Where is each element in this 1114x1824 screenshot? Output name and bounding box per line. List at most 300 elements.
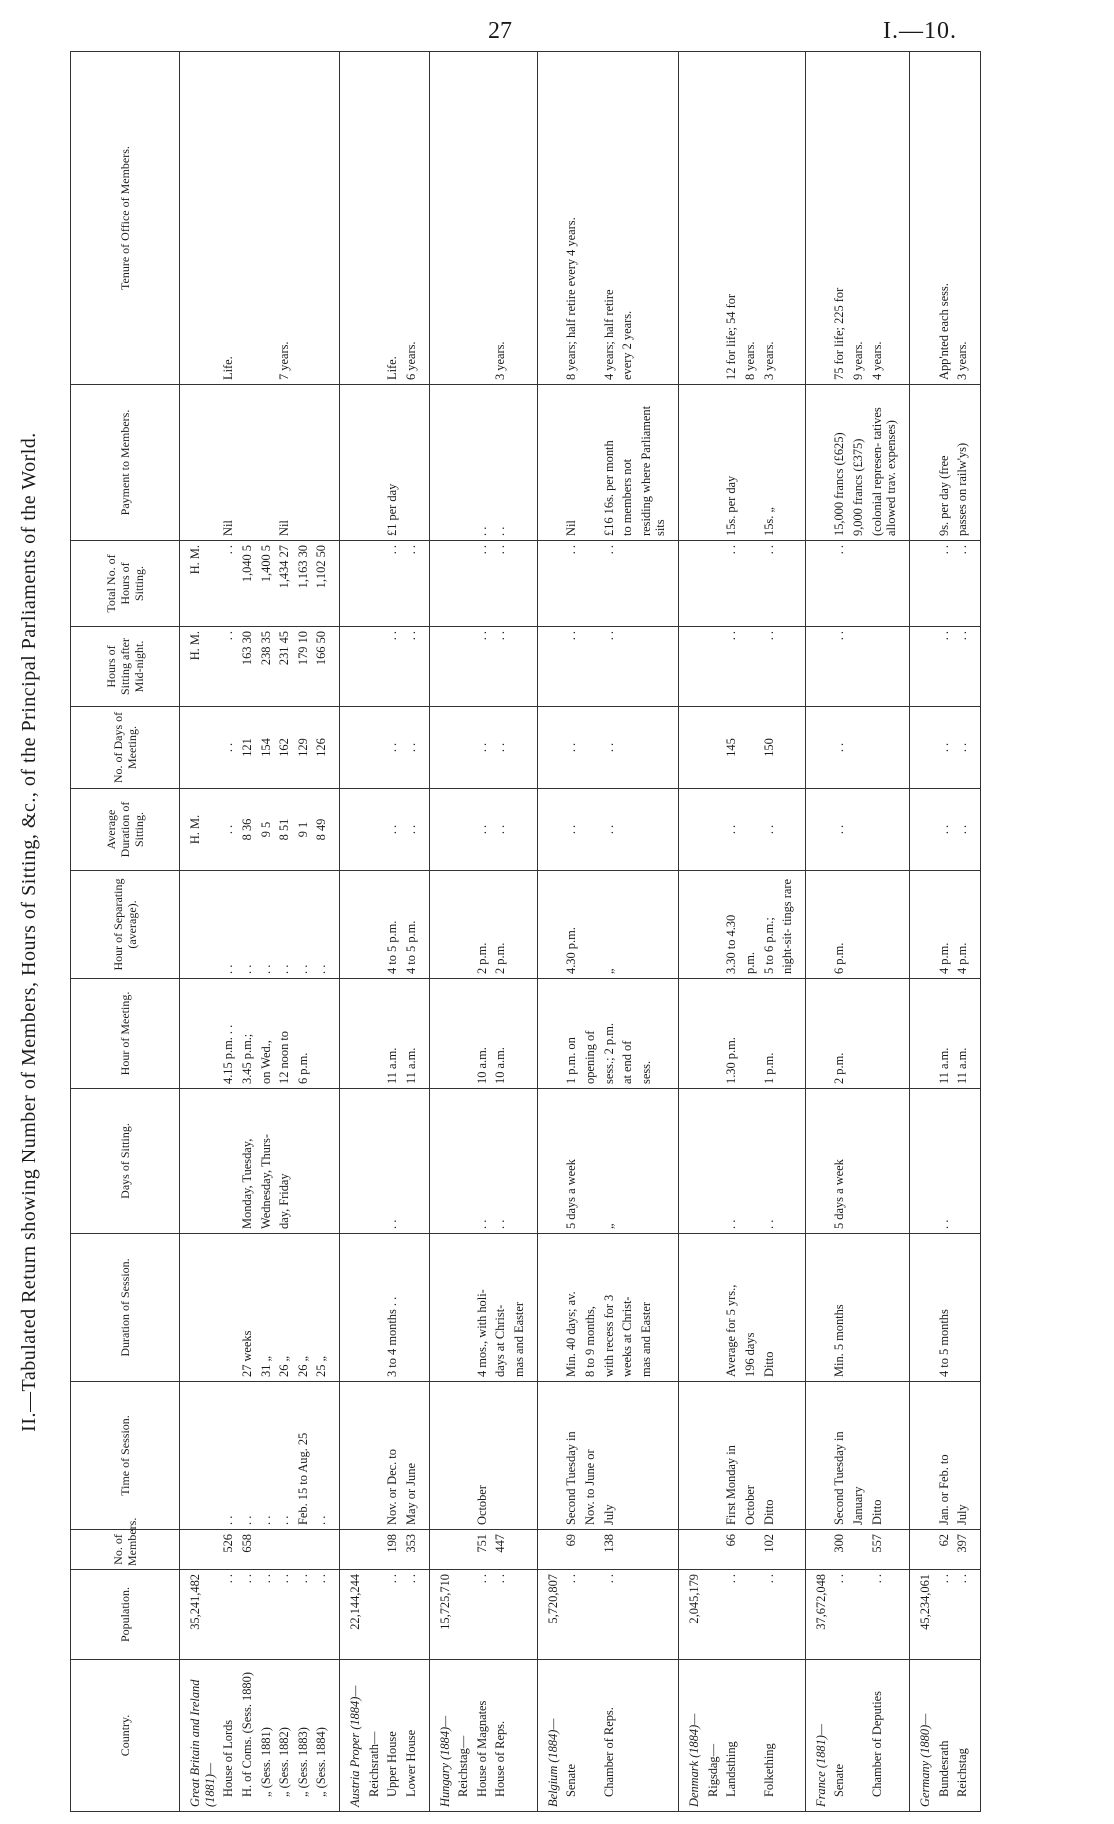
cell-separating	[537, 871, 562, 979]
cell-members: 198	[383, 1530, 402, 1570]
cell-country: Austria Proper (1884)—	[340, 1660, 365, 1812]
cell-avg	[909, 789, 934, 871]
cell-duration	[909, 1234, 934, 1382]
table-row	[704, 52, 723, 1812]
cell-avg: . .	[953, 789, 980, 871]
cell-separating	[581, 871, 600, 979]
cell-duration: 3 to 4 months . .	[383, 1234, 402, 1382]
cell-tenure	[637, 52, 679, 385]
cell-tenure: 4 years.	[868, 52, 910, 385]
cell-population: 35,241,482	[180, 1570, 220, 1660]
cell-no-days: 145	[722, 707, 741, 789]
cell-tenure	[510, 52, 537, 385]
cell-avg: . .	[562, 789, 581, 871]
cell-avg	[510, 789, 537, 871]
cell-days	[219, 1089, 238, 1234]
cell-tenure: 7 years.	[275, 52, 294, 385]
cell-population: . .	[294, 1570, 313, 1660]
cell-population	[618, 1570, 637, 1660]
table-row	[760, 52, 779, 1812]
cell-days	[805, 1089, 830, 1234]
cell-population	[365, 1570, 384, 1660]
cell-payment: passes on railw'ys)	[953, 385, 980, 541]
cell-separating	[868, 871, 910, 979]
cell-payment: 15,000 francs (£625)	[830, 385, 849, 541]
cell-population: 22,144,244	[340, 1570, 365, 1660]
table-row	[473, 52, 492, 1812]
cell-time: October	[473, 1382, 492, 1530]
cell-avg	[340, 789, 365, 871]
cell-after: 231 45	[275, 627, 294, 707]
cell-days: . .	[383, 1089, 402, 1234]
cell-members	[454, 1530, 473, 1570]
header-members: No. of Members.	[71, 1530, 180, 1570]
cell-time: Nov. or Dec. to	[383, 1382, 402, 1530]
cell-country: „ (Sess. 1884)	[312, 1660, 339, 1812]
cell-country: Folkething	[760, 1660, 779, 1812]
cell-members	[805, 1530, 830, 1570]
cell-tenure	[778, 52, 805, 385]
cell-payment	[741, 385, 760, 541]
cell-population	[454, 1570, 473, 1660]
cell-total	[679, 541, 704, 627]
cell-no-days	[454, 707, 473, 789]
cell-time	[491, 1382, 510, 1530]
cell-total	[365, 541, 384, 627]
cell-days: 5 days a week	[830, 1089, 849, 1234]
cell-avg: . .	[600, 789, 619, 871]
cell-time: July	[600, 1382, 619, 1530]
cell-population: . .	[402, 1570, 429, 1660]
cell-duration	[805, 1234, 830, 1382]
cell-country: Bundesrath	[935, 1660, 954, 1812]
cell-duration	[429, 1234, 454, 1382]
cell-country: Hungary (1884)—	[429, 1660, 454, 1812]
cell-no-days	[637, 707, 679, 789]
cell-no-days: . .	[491, 707, 510, 789]
cell-separating: 6 p.m.	[830, 871, 849, 979]
cell-population	[849, 1570, 868, 1660]
cell-total: . .	[383, 541, 402, 627]
cell-population: . .	[760, 1570, 779, 1660]
table-title: II.—Tabulated Return showing Number of Members, Hours of Sitting, &c., of the Principal Parliaments of the World.	[18, 432, 40, 1432]
cell-population: . .	[868, 1570, 910, 1660]
cell-days: day, Friday	[275, 1089, 294, 1234]
table-row	[722, 52, 741, 1812]
cell-total	[510, 541, 537, 627]
cell-separating	[429, 871, 454, 979]
cell-days	[429, 1089, 454, 1234]
cell-time: July	[953, 1382, 980, 1530]
cell-no-days: . .	[830, 707, 849, 789]
cell-days	[637, 1089, 679, 1234]
cell-after	[365, 627, 384, 707]
header-row	[71, 52, 180, 1812]
cell-total: 1,163 30	[294, 541, 313, 627]
cell-payment: 9s. per day (free	[935, 385, 954, 541]
cell-payment: residing where Parliament sits	[637, 385, 679, 541]
cell-total	[741, 541, 760, 627]
cell-payment	[778, 385, 805, 541]
cell-members: 62	[935, 1530, 954, 1570]
cell-avg	[637, 789, 679, 871]
cell-population	[510, 1570, 537, 1660]
cell-duration: Ditto	[760, 1234, 779, 1382]
table-row	[275, 52, 294, 1812]
cell-avg	[537, 789, 562, 871]
cell-after	[429, 627, 454, 707]
cell-time: October	[741, 1382, 760, 1530]
cell-tenure	[581, 52, 600, 385]
cell-population: . .	[600, 1570, 619, 1660]
cell-no-days	[581, 707, 600, 789]
cell-country: Upper House	[383, 1660, 402, 1812]
cell-tenure	[294, 52, 313, 385]
cell-meeting	[537, 979, 562, 1089]
cell-tenure: 8 years.	[741, 52, 760, 385]
cell-country: House of Magnates	[473, 1660, 492, 1812]
cell-country: H. of Coms. (Sess. 1880)	[238, 1660, 257, 1812]
cell-after	[581, 627, 600, 707]
cell-time	[365, 1382, 384, 1530]
cell-members: 69	[562, 1530, 581, 1570]
cell-meeting: 11 a.m.	[402, 979, 429, 1089]
cell-no-days: 154	[257, 707, 276, 789]
cell-time: Nov. to June or	[581, 1382, 600, 1530]
cell-avg: . .	[935, 789, 954, 871]
cell-meeting: 2 p.m.	[830, 979, 849, 1089]
cell-duration: Min. 5 months	[830, 1234, 849, 1382]
parliaments-table	[70, 51, 981, 1812]
table-row	[637, 52, 679, 1812]
table-row	[830, 52, 849, 1812]
table-row	[935, 52, 954, 1812]
cell-country: „ (Sess. 1881)	[257, 1660, 276, 1812]
cell-population: . .	[312, 1570, 339, 1660]
cell-country: Lower House	[402, 1660, 429, 1812]
cell-duration: 27 weeks	[238, 1234, 257, 1382]
cell-meeting: on Wed.,	[257, 979, 276, 1089]
cell-duration: 25 „	[312, 1234, 339, 1382]
cell-payment: Nil	[275, 385, 294, 541]
cell-payment	[402, 385, 429, 541]
cell-no-days	[429, 707, 454, 789]
cell-no-days: . .	[562, 707, 581, 789]
cell-tenure	[312, 52, 339, 385]
cell-tenure	[537, 52, 562, 385]
cell-total	[618, 541, 637, 627]
cell-days	[909, 1089, 934, 1234]
cell-meeting: sess.	[637, 979, 679, 1089]
cell-avg	[429, 789, 454, 871]
cell-tenure	[909, 52, 934, 385]
cell-no-days	[868, 707, 910, 789]
cell-meeting: 1 p.m.	[760, 979, 779, 1089]
cell-payment: . .	[473, 385, 492, 541]
cell-meeting	[741, 979, 760, 1089]
cell-time	[909, 1382, 934, 1530]
cell-payment	[365, 385, 384, 541]
cell-members: 557	[868, 1530, 910, 1570]
cell-country	[637, 1660, 679, 1812]
cell-duration	[180, 1234, 220, 1382]
table-row	[383, 52, 402, 1812]
cell-separating	[849, 871, 868, 979]
cell-meeting	[180, 979, 220, 1089]
cell-days	[365, 1089, 384, 1234]
cell-total: . .	[491, 541, 510, 627]
cell-separating: 2 p.m.	[491, 871, 510, 979]
table-row	[491, 52, 510, 1812]
cell-total: . .	[219, 541, 238, 627]
cell-payment	[312, 385, 339, 541]
cell-population: . .	[219, 1570, 238, 1660]
cell-days	[868, 1089, 910, 1234]
cell-time	[679, 1382, 704, 1530]
cell-days	[953, 1089, 980, 1234]
rotated-table-sheet	[18, 52, 973, 1812]
cell-days: . .	[935, 1089, 954, 1234]
cell-after: . .	[383, 627, 402, 707]
cell-after: 179 10	[294, 627, 313, 707]
cell-total	[454, 541, 473, 627]
cell-duration	[868, 1234, 910, 1382]
cell-population: . .	[238, 1570, 257, 1660]
header-meeting: Hour of Meeting.	[71, 979, 180, 1089]
cell-after: . .	[722, 627, 741, 707]
cell-days: Monday, Tuesday,	[238, 1089, 257, 1234]
cell-separating	[365, 871, 384, 979]
cell-tenure: 75 for life; 225 for	[830, 52, 849, 385]
cell-tenure: 3 years.	[491, 52, 510, 385]
header-avg-duration: Average Duration of Sitting.	[71, 789, 180, 871]
cell-time: . .	[275, 1382, 294, 1530]
cell-avg: . .	[219, 789, 238, 871]
cell-tenure	[180, 52, 220, 385]
table-row	[510, 52, 537, 1812]
cell-total	[637, 541, 679, 627]
cell-days	[454, 1089, 473, 1234]
cell-separating: . .	[294, 871, 313, 979]
cell-meeting: 1.30 p.m.	[722, 979, 741, 1089]
cell-time	[704, 1382, 723, 1530]
cell-members	[537, 1530, 562, 1570]
cell-no-days: . .	[473, 707, 492, 789]
cell-no-days: . .	[953, 707, 980, 789]
cell-time: Second Tuesday in	[562, 1382, 581, 1530]
cell-after	[704, 627, 723, 707]
cell-no-days	[805, 707, 830, 789]
cell-population	[778, 1570, 805, 1660]
cell-after	[741, 627, 760, 707]
cell-country	[581, 1660, 600, 1812]
cell-country	[849, 1660, 868, 1812]
cell-total: . .	[562, 541, 581, 627]
cell-total: 1,040 5	[238, 541, 257, 627]
cell-population	[637, 1570, 679, 1660]
header-duration: Duration of Session.	[71, 1234, 180, 1382]
cell-members	[365, 1530, 384, 1570]
cell-country: Belgium (1884)—	[537, 1660, 562, 1812]
cell-time: Feb. 15 to Aug. 25	[294, 1382, 313, 1530]
table-row	[849, 52, 868, 1812]
cell-tenure: 6 years.	[402, 52, 429, 385]
cell-members: 353	[402, 1530, 429, 1570]
cell-no-days	[180, 707, 220, 789]
cell-time	[429, 1382, 454, 1530]
table-row	[953, 52, 980, 1812]
cell-days	[741, 1089, 760, 1234]
cell-members: 658	[238, 1530, 257, 1570]
cell-time	[618, 1382, 637, 1530]
cell-members	[618, 1530, 637, 1570]
cell-payment	[340, 385, 365, 541]
cell-separating: 4 to 5 p.m.	[383, 871, 402, 979]
cell-members	[909, 1530, 934, 1570]
header-separating: Hour of Separating (average).	[71, 871, 180, 979]
cell-after: . .	[402, 627, 429, 707]
cell-avg: . .	[491, 789, 510, 871]
cell-payment	[704, 385, 723, 541]
cell-days: . .	[473, 1089, 492, 1234]
table-row	[429, 52, 454, 1812]
cell-duration: 26 „	[275, 1234, 294, 1382]
cell-country: Reichstag—	[454, 1660, 473, 1812]
cell-no-days: 126	[312, 707, 339, 789]
cell-members	[180, 1530, 220, 1570]
cell-time: Ditto	[760, 1382, 779, 1530]
cell-payment	[238, 385, 257, 541]
cell-duration	[849, 1234, 868, 1382]
cell-no-days: 162	[275, 707, 294, 789]
cell-tenure	[805, 52, 830, 385]
cell-separating	[909, 871, 934, 979]
cell-country: Senate	[562, 1660, 581, 1812]
cell-total: . .	[722, 541, 741, 627]
cell-no-days: 129	[294, 707, 313, 789]
cell-country	[778, 1660, 805, 1812]
cell-country: Rigsdag—	[704, 1660, 723, 1812]
cell-duration: 196 days	[741, 1234, 760, 1382]
cell-population	[581, 1570, 600, 1660]
table-row	[909, 52, 934, 1812]
cell-total	[429, 541, 454, 627]
header-no-days: No. of Days of Meeting.	[71, 707, 180, 789]
cell-members	[294, 1530, 313, 1570]
cell-country: „ (Sess. 1882)	[275, 1660, 294, 1812]
cell-tenure: every 2 years.	[618, 52, 637, 385]
cell-avg	[849, 789, 868, 871]
cell-days	[294, 1089, 313, 1234]
cell-members: 397	[953, 1530, 980, 1570]
cell-members	[312, 1530, 339, 1570]
cell-tenure	[704, 52, 723, 385]
cell-time	[510, 1382, 537, 1530]
cell-total: 1,434 27	[275, 541, 294, 627]
cell-members: 447	[491, 1530, 510, 1570]
cell-after	[679, 627, 704, 707]
cell-separating: night-sit- tings rare	[778, 871, 805, 979]
table-row	[294, 52, 313, 1812]
cell-separating: . .	[312, 871, 339, 979]
cell-days	[180, 1089, 220, 1234]
header-country: Country.	[71, 1660, 180, 1812]
cell-time: Jan. or Feb. to	[935, 1382, 954, 1530]
cell-separating: „	[600, 871, 619, 979]
cell-time	[637, 1382, 679, 1530]
cell-duration: 4 mos., with holi-	[473, 1234, 492, 1382]
cell-total	[909, 541, 934, 627]
cell-country: Landsthing	[722, 1660, 741, 1812]
cell-after: . .	[953, 627, 980, 707]
cell-country: Denmark (1884)—	[679, 1660, 704, 1812]
cell-days: . .	[760, 1089, 779, 1234]
cell-meeting	[909, 979, 934, 1089]
cell-time	[180, 1382, 220, 1530]
cell-total	[868, 541, 910, 627]
cell-after: . .	[830, 627, 849, 707]
cell-total: . .	[953, 541, 980, 627]
table-row	[741, 52, 760, 1812]
cell-population	[704, 1570, 723, 1660]
cell-population: . .	[830, 1570, 849, 1660]
cell-avg: . .	[830, 789, 849, 871]
cell-avg: . .	[760, 789, 779, 871]
cell-after: . .	[219, 627, 238, 707]
cell-tenure	[454, 52, 473, 385]
cell-days	[704, 1089, 723, 1234]
cell-duration	[704, 1234, 723, 1382]
cell-total: . .	[402, 541, 429, 627]
cell-population: . .	[722, 1570, 741, 1660]
cell-avg: 8 51	[275, 789, 294, 871]
cell-meeting	[849, 979, 868, 1089]
cell-separating: . .	[219, 871, 238, 979]
cell-days: . .	[722, 1089, 741, 1234]
cell-country: Reichsrath—	[365, 1660, 384, 1812]
cell-tenure	[257, 52, 276, 385]
table-row	[340, 52, 365, 1812]
cell-meeting: 11 a.m.	[953, 979, 980, 1089]
table-row	[537, 52, 562, 1812]
cell-avg	[679, 789, 704, 871]
table-row	[454, 52, 473, 1812]
cell-avg	[618, 789, 637, 871]
cell-payment: £1 per day	[383, 385, 402, 541]
cell-no-days: . .	[600, 707, 619, 789]
cell-duration: Average for 5 yrs.,	[722, 1234, 741, 1382]
cell-time: January	[849, 1382, 868, 1530]
cell-payment: 15s. per day	[722, 385, 741, 541]
cell-days: . .	[491, 1089, 510, 1234]
cell-payment: 9,000 francs (£375)	[849, 385, 868, 541]
cell-members: 526	[219, 1530, 238, 1570]
cell-after: . .	[760, 627, 779, 707]
cell-meeting: 10 a.m.	[473, 979, 492, 1089]
cell-population: 2,045,179	[679, 1570, 704, 1660]
cell-separating	[454, 871, 473, 979]
cell-days	[402, 1089, 429, 1234]
cell-separating: . .	[238, 871, 257, 979]
cell-meeting	[868, 979, 910, 1089]
cell-tenure	[473, 52, 492, 385]
cell-separating: 5 to 6 p.m.;	[760, 871, 779, 979]
cell-payment	[257, 385, 276, 541]
cell-country: Senate	[830, 1660, 849, 1812]
cell-country: House of Lords	[219, 1660, 238, 1812]
cell-total: . .	[760, 541, 779, 627]
cell-meeting: sess.; 2 p.m.	[600, 979, 619, 1089]
